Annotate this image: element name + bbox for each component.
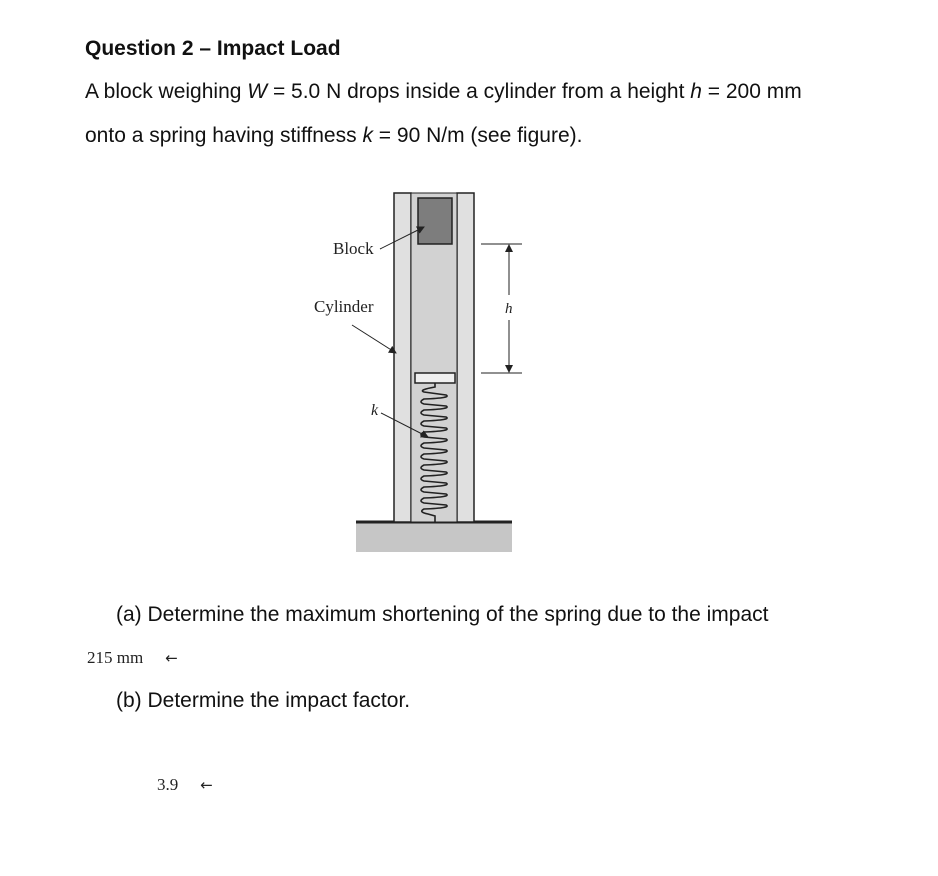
left-arrow-icon: ← bbox=[200, 776, 213, 794]
statement-text: = 5.0 N drops inside a cylinder from a height bbox=[267, 80, 691, 103]
statement-text: A block weighing bbox=[85, 80, 248, 103]
spring-plate bbox=[415, 373, 455, 383]
variable-h: h bbox=[690, 80, 702, 103]
part-a-question: (a) Determine the maximum shortening of the spring due to the impact bbox=[116, 603, 769, 626]
ground-shading bbox=[356, 522, 512, 552]
variable-w: W bbox=[247, 80, 268, 103]
part-b-question: (b) Determine the impact factor. bbox=[116, 689, 411, 712]
cylinder-right-wall bbox=[457, 193, 474, 522]
problem-statement-line-1 bbox=[85, 80, 802, 104]
variable-k: k bbox=[362, 124, 373, 147]
part-b-answer-row bbox=[157, 775, 213, 795]
question-title: Question 2 – Impact Load bbox=[85, 37, 341, 60]
impact-load-figure bbox=[300, 185, 530, 555]
cylinder-leader-line bbox=[352, 325, 396, 353]
left-arrow-icon: ← bbox=[165, 649, 178, 667]
statement-text: = 200 mm bbox=[701, 80, 802, 103]
problem-statement-line-2 bbox=[85, 124, 582, 148]
part-a-answer-row bbox=[87, 648, 178, 668]
label-h: h bbox=[505, 301, 513, 317]
label-cylinder: Cylinder bbox=[314, 297, 374, 316]
label-k: k bbox=[371, 402, 379, 419]
block bbox=[418, 198, 452, 244]
part-b-answer: 3.9 bbox=[157, 775, 179, 794]
statement-text: onto a spring having stiffness bbox=[85, 124, 363, 147]
part-a-answer: 215 mm bbox=[87, 648, 144, 667]
statement-text: = 90 N/m (see figure). bbox=[372, 124, 583, 147]
label-block: Block bbox=[333, 239, 374, 258]
cylinder-left-wall bbox=[394, 193, 411, 522]
